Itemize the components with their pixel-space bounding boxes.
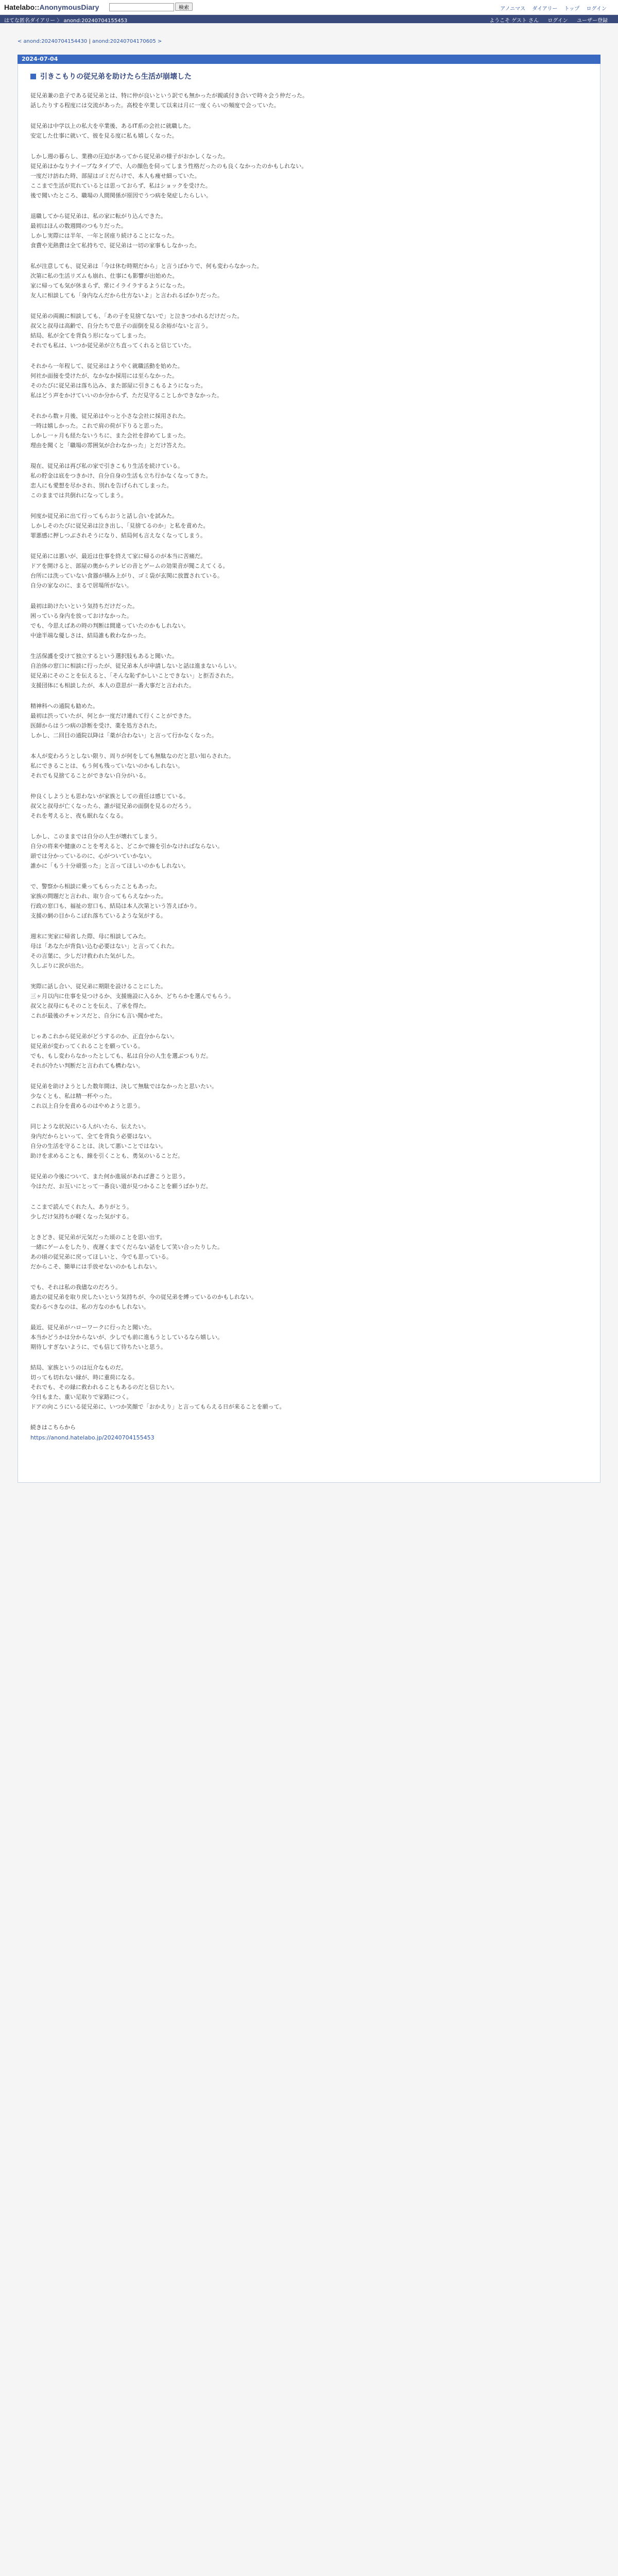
register-link[interactable]: ユーザー登録 (577, 18, 608, 24)
entry-container (18, 64, 600, 1483)
login-link[interactable]: ログイン (547, 18, 568, 24)
entry-paragraph: 従兄弟の今後について、また何か進展があれば書こうと思う。 今はただ、お互いにとって一番良い道が見つかることを願うばかりだ。 (30, 1173, 212, 1190)
title-square-icon (30, 74, 36, 79)
site-header (0, 0, 618, 15)
entry-paragraph: ときどき、従兄弟が元気だった頃のことを思い出す。 一緒にゲームをしたり、夜遅くまでくだらない話をして笑い合ったりした。 あの頃の従兄弟に戻ってほしいと、今でも思っている。 だからこそ、簡単には手放せないのかもしれない。 (30, 1234, 223, 1270)
toplink-diary[interactable]: ダイアリー (532, 6, 558, 12)
entry-paragraph: 私が注意しても、従兄弟は「今は休む時期だから」と言うばかりで、何も変わらなかった。 次第に私の生活リズムも崩れ、仕事にも影響が出始めた。 家に帰っても気が休まらず、常にイライラするようになった。 友人に相談しても「身内なんだから仕方ないよ」と言われるばかりだった。 (30, 263, 263, 299)
entry-paragraph: 最初は助けたいという気持ちだけだった。 困っている身内を放っておけなかった。 でも、今思えばあの時の判断は間違っていたのかもしれない。 中途半端な優しさは、結局誰も救わなかった。 (30, 603, 189, 639)
current-entry-id: 〉 anond:20240704155453 (57, 18, 128, 24)
entry-paragraph: 生活保護を受けて独立するという選択肢もあると聞いた。 自治体の窓口に相談に行ったが、従兄弟本人が申請しないと話は進まないらしい。 従兄弟にそのことを伝えると、「そんな恥ずかしいことできない」と拒否された。 支援団体にも相談したが、本人の意思が一番大事だと言われた。 (30, 653, 240, 689)
entry-paragraph: それから一年程して、従兄弟はようやく就職活動を始めた。 何社か面接を受けたが、なかなか採用には至らなかった。 そのたびに従兄弟は落ち込み、また部屋に引きこもるようになった。 私はどう声をかけていいのか分からず、ただ見守ることしかできなかった。 (30, 363, 223, 399)
prev-entry-link[interactable]: < anond:20240704154430 (18, 39, 88, 44)
entry-paragraph: 結局、家族というのは厄介なものだ。 切っても切れない縁が、時に重荷になる。 それでも、その縁に救われることもあるのだと信じたい。 今日もまた、重い足取りで家路につく。 ドアの向こうにいる従兄弟に、いつか笑顔で「おかえり」と言ってもらえる日が来ることを願って。 (30, 1364, 285, 1410)
entry-paragraph: じゃあこれから従兄弟がどうするのか、正直分からない。 従兄弟が変わってくれることを願っている。 でも、もし変わらなかったとしても、私は自分の人生を選ぶつもりだ。 それが冷たい判断だと言われても構わない。 (30, 1033, 212, 1069)
entry-paragraph: 何度か従兄弟に出て行ってもらおうと話し合いを試みた。 しかしそのたびに従兄弟は泣き出し、「見捨てるのか」と私を責めた。 罪悪感に押しつぶされそうになり、結局何も言えなくなってしまう。 (30, 513, 209, 539)
entry-paragraph: 従兄弟を助けようとした数年間は、決して無駄ではなかったと思いたい。 少なくとも、私は精一杯やった。 これ以上自分を責めるのはやめようと思う。 (30, 1083, 217, 1109)
site-logo[interactable] (4, 3, 99, 11)
entry-date-bar: 2024-07-04 (18, 55, 600, 64)
entry-paragraph: 従兄弟には悪いが、最近は仕事を終えて家に帰るのが本当に苦痛だ。 ドアを開けると、部屋の奥からテレビの音とゲームの効果音が聞こえてくる。 台所には洗っていない食器が積み上がり、ゴミ袋が玄関に放置されている。 自分の家なのに、まるで居場所がない。 (30, 553, 229, 589)
closing-text: 続きはこちらから (30, 1424, 76, 1431)
welcome-guest: ようこそ ゲスト さん (489, 18, 539, 24)
entry-paragraph: しかし週の暮らし、業務の圧迫があってから従兄弟の様子がおかしくなった。 従兄弟はかなりナイーブなタイプで、人の顔色を伺ってしまう性格だったのも良くなかったのかもしれない。 一度だけ訪ねた時、部屋はゴミだらけで、本人も痩せ細っていた。 ここまで生活が荒れているとは思っておらず、私はショックを受けた。 後で聞いたところ、職場の人間関係が原因でうつ病を発症したらしい。 (30, 153, 307, 199)
anonymous-diary-home-link[interactable]: はてな匿名ダイアリー (4, 18, 56, 24)
entry-paragraph: 同じような状況にいる人がいたら、伝えたい。 身内だからといって、全てを背負う必要はない。 自分の生活を守ることは、決して悪いことではない。 助けを求めることも、線を引くことも、勇気のいることだ。 (30, 1123, 183, 1159)
entry-paragraph: 退職してから従兄弟は、私の家に転がり込んできた。 最初はほんの数週間のつもりだった。 しかし実際には半年、一年と居座り続けることになった。 食費や光熱費は全て私持ちで、従兄弟は一切の家事もしなかった。 (30, 213, 200, 249)
sub-navigation-bar (0, 15, 618, 23)
entry-paragraph: 仲良くしようとも思わないが家族としての責任は感じている。 叔父と叔母が亡くなったら、誰が従兄弟の面倒を見るのだろう。 それを考えると、夜も眠れなくなる。 (30, 793, 195, 819)
entry-title[interactable] (30, 71, 588, 81)
search-input[interactable] (109, 3, 174, 11)
entry-pager (0, 23, 618, 44)
entry-paragraph: 本人が変わろうとしない限り、周りが何をしても無駄なのだと思い知らされた。 私にできることは、もう何も残っていないのかもしれない。 それでも見捨てることができない自分がいる。 (30, 753, 234, 779)
toplink-login[interactable]: ログイン (586, 6, 607, 12)
entry-paragraph: それから数ヶ月後、従兄弟はやっと小さな会社に採用された。 一時は嬉しかった。これで肩の荷が下りると思った。 しかし一ヶ月も経たないうちに、また会社を辞めてしまった。 理由を聞くと「職場の雰囲気が合わなかった」とだけ答えた。 (30, 413, 189, 449)
entry-paragraph: 従兄弟の両親に相談しても、「あの子を見捨てないで」と泣きつかれるだけだった。 叔父と叔母は高齢で、自分たちで息子の面倒を見る余裕がないと言う。 結局、私が全てを背負う形になってしまった。 それでも私は、いつか従兄弟が立ち直ってくれると信じていた。 (30, 313, 243, 349)
entry-paragraph: でも、それは私の我儘なのだろう。 過去の従兄弟を取り戻したいという気持ちが、今の従兄弟を縛っているのかもしれない。 変わるべきなのは、私の方なのかもしれない。 (30, 1284, 257, 1310)
logo-hatelabo: Hatelabo (4, 3, 35, 11)
toplink-top[interactable]: トップ (564, 6, 580, 12)
sub-nav-left (4, 16, 127, 24)
toplink-anonymous[interactable]: アノニマス (500, 6, 526, 12)
next-entry-link[interactable]: anond:20240704170605 > (92, 39, 162, 44)
entry-paragraph: 最近、従兄弟がハローワークに行ったと聞いた。 本当かどうかは分からないが、少しでも前に進もうとしているなら嬉しい。 期待しすぎないように、でも信じて待ちたいと思う。 (30, 1324, 223, 1350)
sub-nav-right (482, 16, 608, 24)
entry-paragraph: で、警察から相談に乗ってもらったこともあった。 家族の問題だと言われ、取り合ってもらえなかった。 行政の窓口も、福祉の窓口も、結局は本人次第という答えばかり。 支援の網の目からこぼれ落ちているような気がする。 (30, 883, 200, 919)
entry-body (30, 91, 588, 1412)
pager-separator: | (87, 39, 93, 44)
logo-anonymous-diary: AnonymousDiary (39, 3, 99, 11)
search-button[interactable]: 検索 (175, 3, 193, 11)
entry-paragraph: 従兄弟は中学以上の私大を卒業後、あるIT系の会社に就職した。 安定した仕事に就いて、彼を見る度に私も嬉しくなった。 (30, 123, 194, 139)
entry-paragraph: 週末に実家に帰省した際、母に相談してみた。 母は「あなたが背負い込む必要はない」と言ってくれた。 その言葉に、少しだけ救われた気がした。 久しぶりに涙が出た。 (30, 933, 178, 969)
logo-separator: :: (35, 3, 40, 11)
entry-paragraph: しかし、このままでは自分の人生が壊れてしまう。 自分の将来や健康のことを考えると、どこかで線を引かなければならない。 頭では分かっているのに、心がついていかない。 誰かに「もう十分頑張った」と言ってほしいのかもしれない。 (30, 833, 223, 869)
entry-paragraph: ここまで読んでくれた人、ありがとう。 少しだけ気持ちが軽くなった気がする。 (30, 1204, 132, 1220)
entry-permalink[interactable]: https://anond.hatelabo.jp/20240704155453 (30, 1434, 154, 1441)
entry-title-text: 引きこもりの従兄弟を助けたら生活が崩壊した (40, 73, 192, 81)
entry-paragraph: 実際に話し合い、従兄弟に期限を設けることにした。 三ヶ月以内に仕事を見つけるか、支援施設に入るか、どちらかを選んでもらう。 叔父と叔母にもそのことを伝え、了承を得た。 これが最後のチャンスだと、自分にも言い聞かせた。 (30, 983, 234, 1019)
top-links (495, 4, 607, 12)
entry-paragraph: 現在、従兄弟は再び私の家で引きこもり生活を続けている。 私の貯金は底をつきかけ、自分自身の生活も立ち行かなくなってきた。 恋人にも愛想を尽かされ、別れを告げられてしまった。 このままでは共倒れになってしまう。 (30, 463, 212, 499)
entry-paragraph: 精神科への通院も勧めた。 最初は渋っていたが、何とか一度だけ連れて行くことができた。 医師からはうつ病の診断を受け、薬を処方された。 しかし、二回目の通院以降は「薬が合わない」と言って行かなくなった。 (30, 703, 217, 739)
entry-paragraph: 従兄弟兼の息子である従兄弟とは、特に仲が良いという訳でも無かったが親戚付き合いで時々会う仲だった。 話したりする程度には交流があった。高校を卒業して以来は月に一度くらいの頻度で会っていた。 (30, 92, 308, 109)
